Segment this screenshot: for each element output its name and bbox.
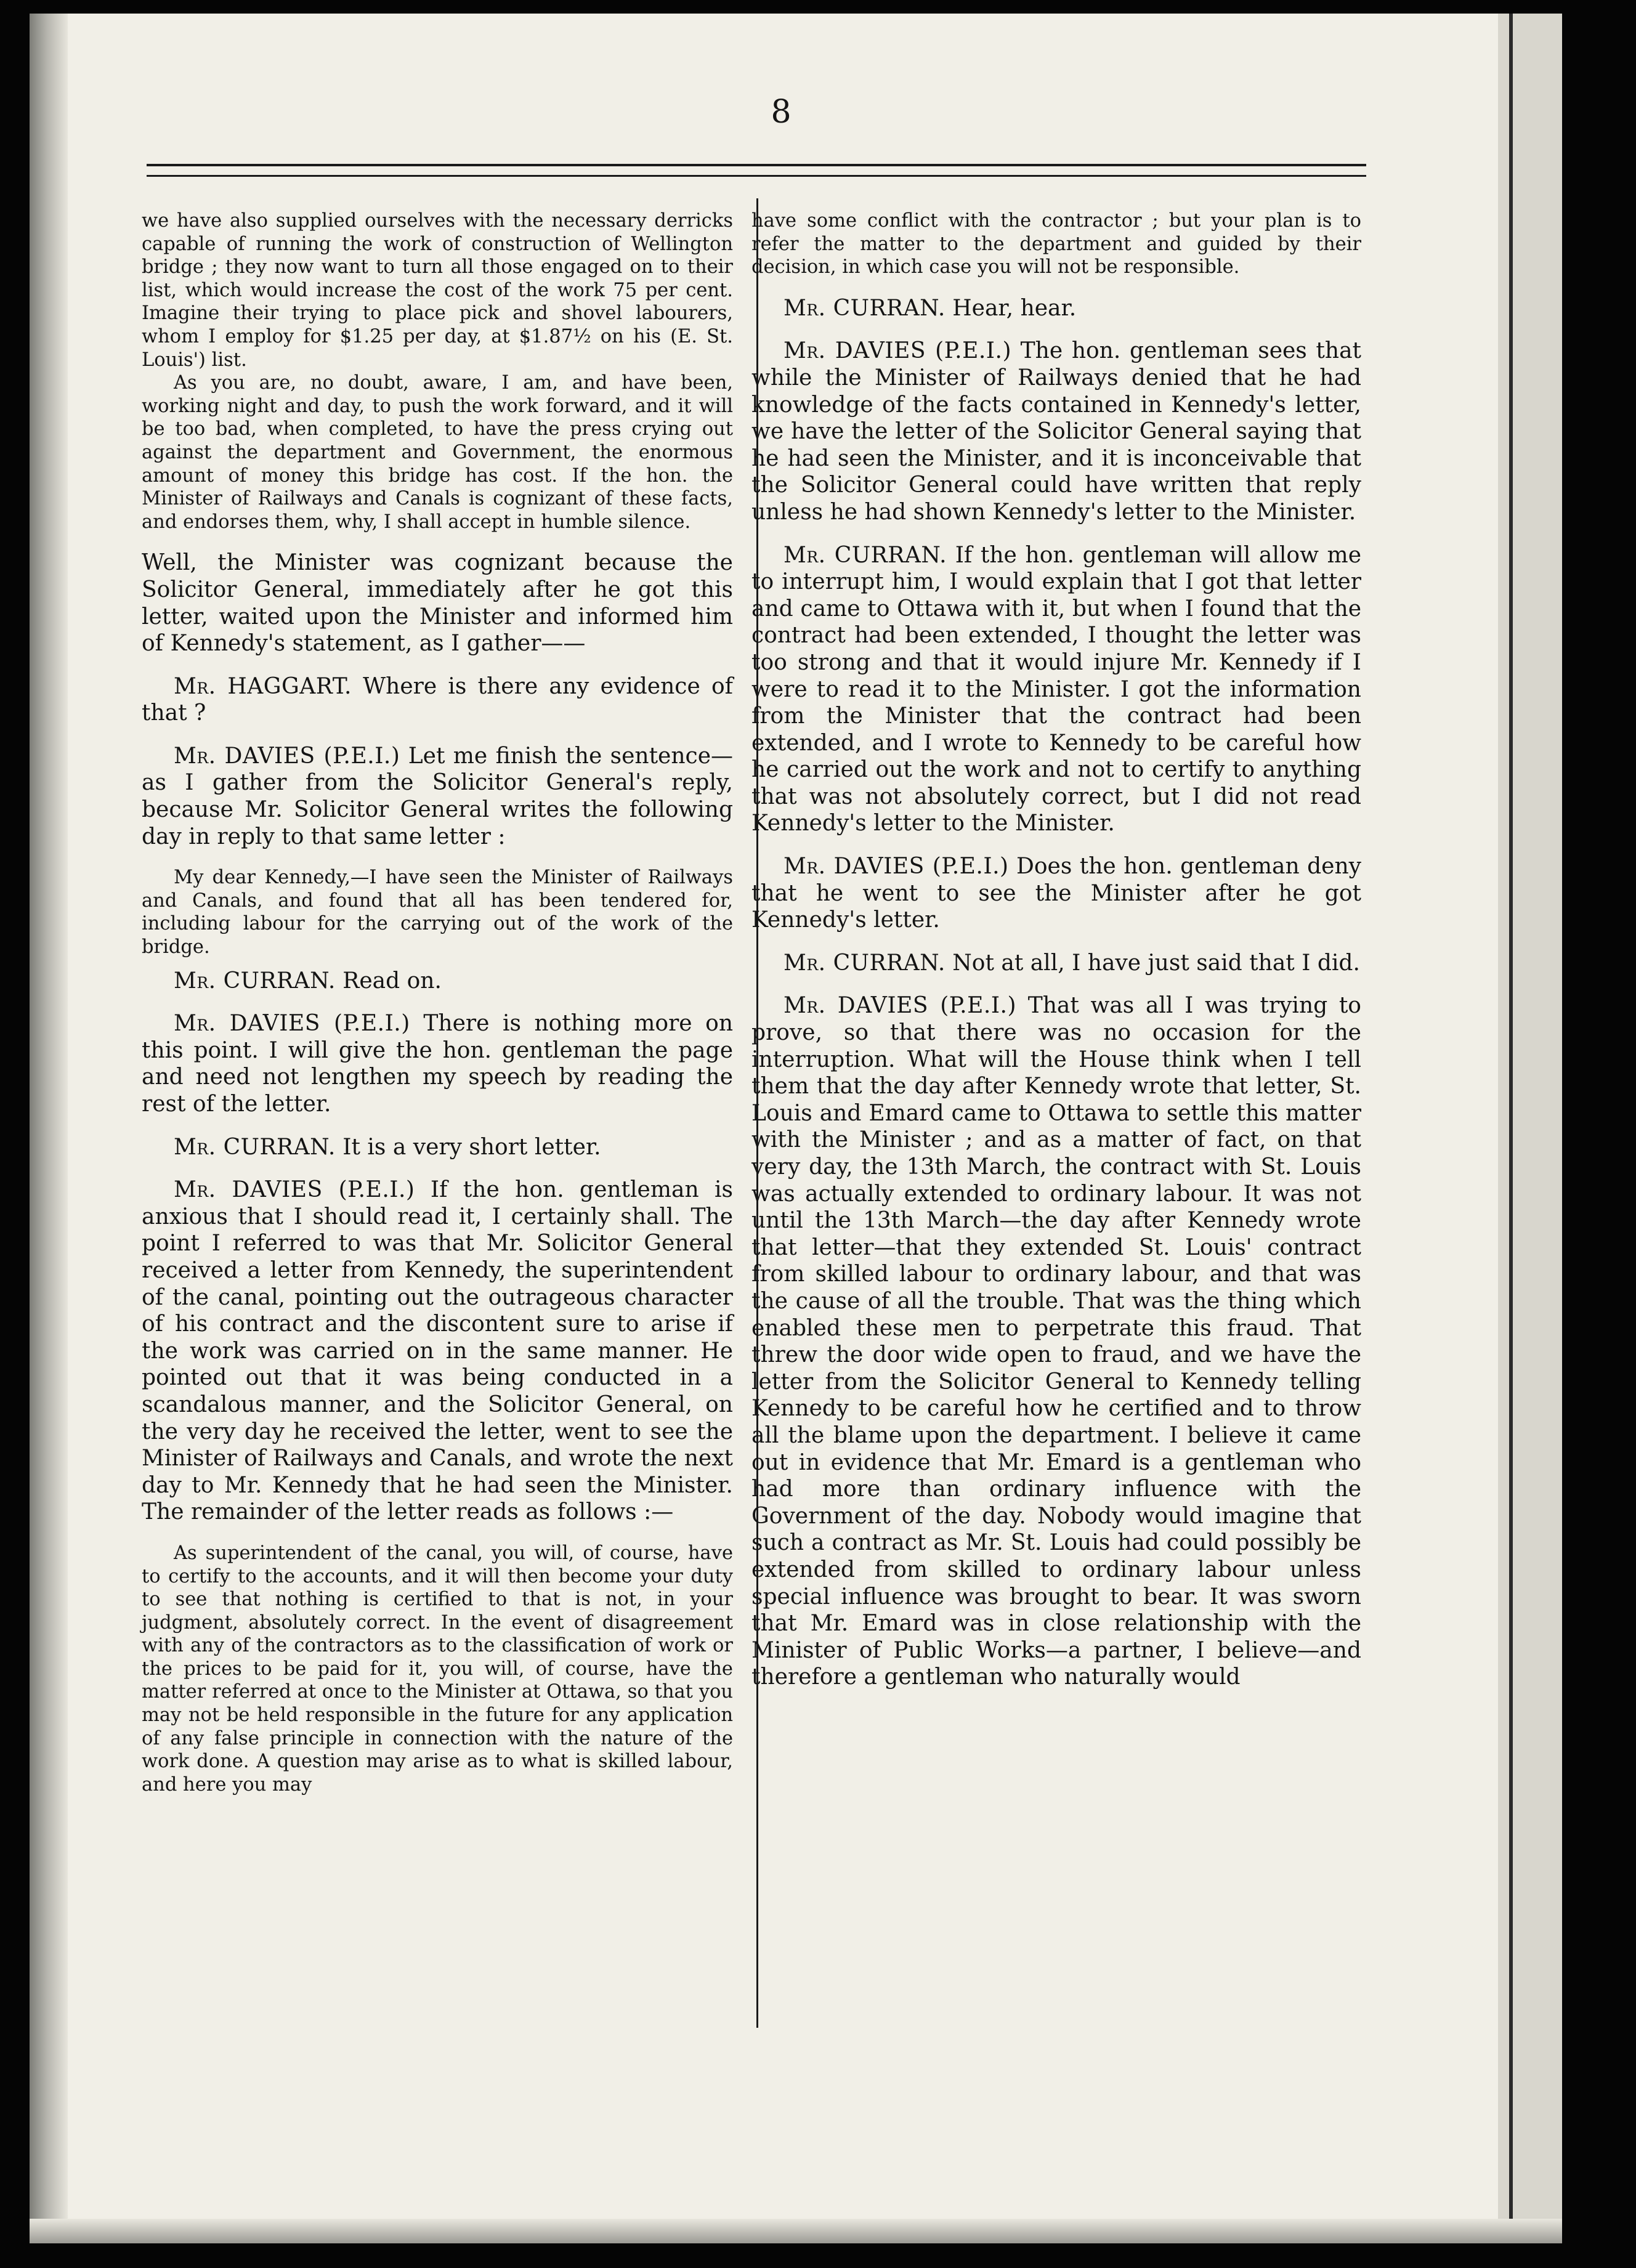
paragraph-text: If the hon. gentleman will allow me to interrupt him, I would explain that I got that letter and came to Ottawa with it, but when I found that the contract had been extended, I thought the letter was too strong and that it would injure Mr. Kennedy if I were to read it to the Minister. I got the information from the Minister that the contract had been extended, and I wrote to Kennedy to be careful how he carried out the work and not to certify to anything that was not absolutely correct, but I did not read Kennedy's letter to the Minister. <box>751 542 1361 836</box>
speech-paragraph <box>751 542 1361 838</box>
paragraph-text: As superintendent of the canal, you will, of course, have to certify to the accounts, and it will then become your duty to see that nothing is certified to that is not, in your judgment, absolutely correct. In the event of disagreement with any of the contractors as to the classification of work or the prices to be paid for it, you will, of course, have the matter referred at once to the Minister at Ottawa, so that you may not be held responsible in the future for any application of any false principle in connection with the nature of the work done. A question may arise as to what is skilled labour, and here you may <box>142 1542 733 1796</box>
speech-paragraph <box>142 743 733 850</box>
paragraph-text: It is a very short letter. <box>342 1134 601 1160</box>
speaker-name: Mr. DAVIES (P.E.I.) <box>174 1177 415 1203</box>
speaker-name: Mr. DAVIES (P.E.I.) <box>784 338 1012 364</box>
left-column <box>142 209 733 1796</box>
paragraph-text: The hon. gentleman sees that while the Minister of Railways denied that he had knowledge of the facts contained in Kennedy's letter, we have the letter of the Solicitor General saying that he had seen the Minister, and it is inconceivable that the Solicitor General could have written that reply unless he had shown Kennedy's letter to the Minister. <box>751 338 1362 525</box>
quoted-letter <box>751 209 1361 279</box>
speech-paragraph <box>142 673 733 727</box>
scanned-page <box>30 14 1562 2243</box>
binding-rule <box>1509 14 1513 2243</box>
speech-paragraph <box>751 338 1361 525</box>
speaker-name: Mr. DAVIES (P.E.I.) <box>784 854 1009 880</box>
paragraph-text: Not at all, I have just said that I did. <box>952 950 1360 976</box>
quoted-letter <box>142 866 733 958</box>
speech-paragraph <box>751 992 1361 1690</box>
speech-paragraph <box>142 1010 733 1117</box>
speech-paragraph <box>142 968 733 995</box>
right-column <box>751 209 1361 1691</box>
paragraph-text: My dear Kennedy,—I have seen the Minister of Railways and Canals, and found that all has been tendered for, including labour for the carrying out of the work of the bridge. <box>142 867 733 958</box>
quoted-letter <box>142 209 733 371</box>
speaker-name: Mr. DAVIES (P.E.I.) <box>174 743 400 769</box>
paragraph-text: have some conflict with the contractor ; but your plan is to refer the matter to the department and guided by their decision, in which case you will not be responsible. <box>751 210 1361 278</box>
speaker-name: Mr. HAGGART. <box>174 673 352 699</box>
speech-paragraph <box>751 295 1361 322</box>
paragraph-text: If the hon. gentleman is anxious that I should read it, I certainly shall. The point I referred to was that Mr. Solicitor General received a letter from Kennedy, the superintendent of the canal, pointing out the outrageous character of his contract and the discontent sure to arise if the work was carried on in the same manner. He pointed out that it was being conducted in a scandalous manner, and the Solicitor General, on the very day he received the letter, went to see the Minister of Railways and Canals, and wrote the next day to Mr. Kennedy that he had seen the Minister. The remainder of the letter reads as follows :— <box>142 1177 734 1525</box>
quoted-letter <box>142 1542 733 1797</box>
paragraph-text: Read on. <box>342 968 442 994</box>
speech-paragraph <box>142 1177 733 1526</box>
page-left-shadow <box>30 14 68 2243</box>
speaker-name: Mr. CURRAN. <box>784 950 946 976</box>
speech-paragraph <box>142 1134 733 1161</box>
speaker-name: Mr. CURRAN. <box>784 295 946 321</box>
paragraph-text: Well, the Minister was cognizant because the Solicitor General, immediately after he got this letter, waited upon the Minister and informed him of Kennedy's statement, as I gather—— <box>142 550 733 657</box>
header-double-rule <box>147 164 1366 177</box>
speaker-name: Mr. CURRAN. <box>174 1134 336 1160</box>
paragraph-text: There is nothing more on this point. I will give the hon. gentleman the page and need not lengthen my speech by reading the rest of the letter. <box>142 1011 734 1117</box>
paragraph-text: we have also supplied ourselves with the necessary derricks capable of running the work of construction of Wellington bridge ; they now want to turn all those engaged on to their list, which would increase the cost of the work 75 per cent. Imagine their trying to place pick and shovel labourers, whom I employ for $1.25 per day, at $1.87½ on his (E. St. Louis') list. <box>142 210 733 371</box>
speaker-name: Mr. DAVIES (P.E.I.) <box>784 993 1017 1019</box>
speech-paragraph <box>751 950 1361 977</box>
paragraph-text: Where is there any evidence of that ? <box>142 673 733 726</box>
paragraph-text: Does the hon. gentleman deny that he went to see the Minister after he got Kennedy's letter. <box>751 854 1361 933</box>
speech-paragraph <box>751 853 1361 934</box>
paragraph-text: That was all I was trying to prove, so that there was no occasion for the interruption. What will the House think when I tell them that the day after Kennedy wrote that letter, St. Louis and Emard came to Ottawa to settle this matter with the Minister ; and as a matter of fact, on that very day, the 13th March, the contract with St. Louis was actually extended to ordinary labour. It was not until the 13th March—the day after Kennedy wrote that letter—that they extended St. Louis' contract from skilled labour to ordinary labour, and that was the cause of all the trouble. That was the thing which enabled these men to perpetrate this fraud. That threw the door wide open to fraud, and we have the letter from the Solicitor General to Kennedy telling Kennedy to be careful how he certified and to throw all the blame upon the department. I believe it came out in evidence that Mr. Emard is a gentleman who had more than ordinary influence with the Government of the day. Nobody would imagine that such a contract as Mr. St. Louis had could possibly be extended from skilled to ordinary labour unless special influence was brought to bear. It was sworn that Mr. Emard was in close relationship with the Minister of Public Works—a partner, I believe—and therefore a gentleman who naturally would <box>751 993 1361 1690</box>
paragraph-text: Let me finish the sentence—as I gather from the Solicitor General's reply, because Mr. Solicitor General writes the following day in reply to that same letter : <box>142 743 733 849</box>
paragraph-text: Hear, hear. <box>952 295 1077 321</box>
speaker-name: Mr. CURRAN. <box>784 542 947 568</box>
page-bottom-shadow <box>30 2219 1562 2243</box>
page-number: 8 <box>771 94 792 131</box>
binding-strip <box>1498 14 1562 2243</box>
speaker-name: Mr. DAVIES (P.E.I.) <box>174 1011 410 1037</box>
paragraph-text: As you are, no doubt, aware, I am, and have been, working night and day, to push the work forward, and it will be too bad, when completed, to have the press crying out against the department and Government, the enormous amount of money this bridge has cost. If the hon. the Minister of Railways and Canals is cognizant of these facts, and endorses them, why, I shall accept in humble silence. <box>142 372 733 533</box>
speech-paragraph <box>142 549 733 657</box>
speaker-name: Mr. CURRAN. <box>174 968 336 994</box>
quoted-letter <box>142 371 733 533</box>
